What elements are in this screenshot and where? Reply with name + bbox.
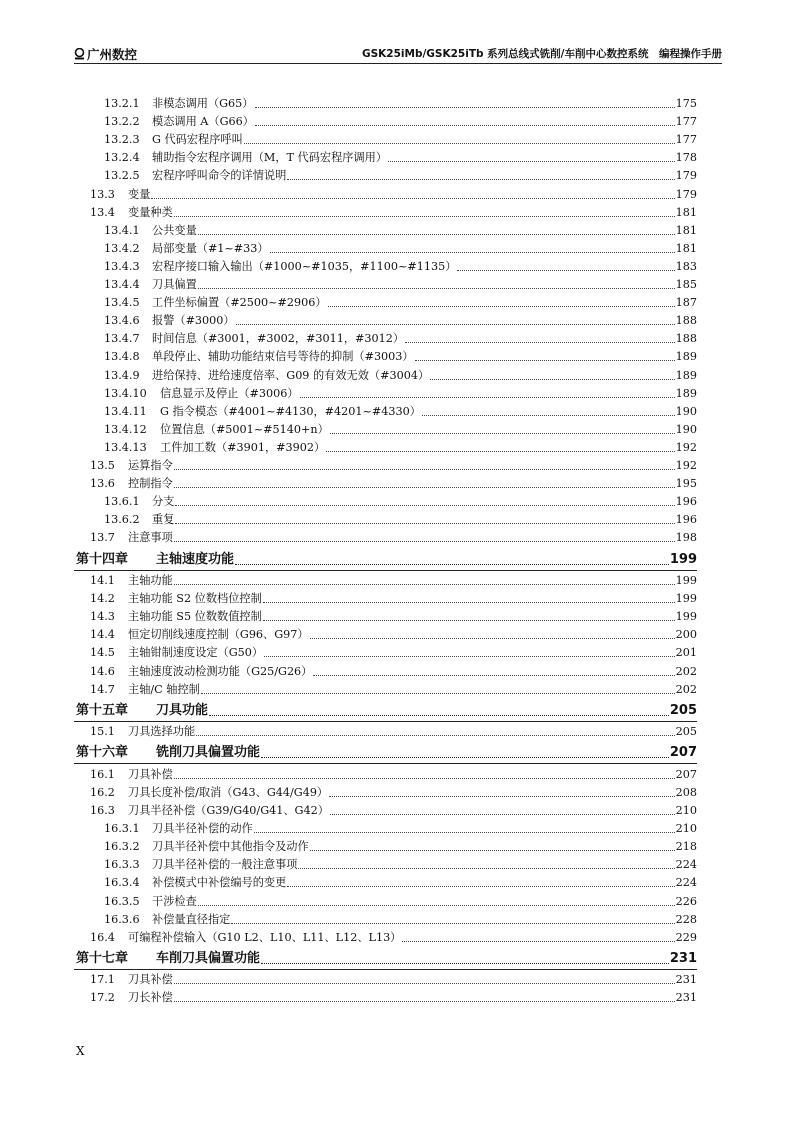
toc-entry[interactable] [0,95,793,113]
toc-entry[interactable] [0,240,793,258]
page-number: X [76,1044,85,1058]
toc-leader-dots [326,451,674,452]
toc-chapter-entry[interactable] [0,948,793,970]
toc-entry-page: 190 [675,421,697,439]
toc-entry-number: 13.6 [90,477,115,491]
toc-entry-title: 分支 [152,493,175,511]
toc-entry-title: 主轴功能 [128,572,174,590]
toc-leader-dots [298,868,674,869]
toc-leader-dots [263,602,675,603]
toc-entry-number: 14.1 [90,574,115,587]
toc-entry-title: 刀具功能 [156,700,209,722]
toc-entry-title: 局部变量（#1~#33） [152,240,270,258]
toc-entry-page: 189 [675,385,697,403]
toc-entry[interactable] [0,929,793,947]
toc-entry-page: 179 [675,186,697,204]
chapter-divider [74,570,697,571]
toc-entry-title: 刀具半径补偿的动作 [152,820,254,838]
toc-entry-page: 199 [675,590,697,608]
chapter-divider [74,969,697,970]
toc-entry-page: 177 [675,131,697,149]
toc-entry[interactable] [0,294,793,312]
toc-entry[interactable] [0,167,793,185]
toc-leader-dots [201,693,675,694]
toc-entry-number: 13.4.6 [104,314,140,328]
toc-entry-title: 宏程序接口输入输出（#1000~#1035，#1100~#1135） [152,258,457,276]
toc-leader-dots [235,564,669,565]
toc-entry-number: 第十五章 [76,702,129,718]
toc-entry-page: 178 [675,149,697,167]
toc-entry[interactable] [0,723,793,741]
toc-leader-dots [430,379,675,380]
toc-entry-page: 207 [675,766,697,784]
toc-entry-page: 200 [675,626,697,644]
toc-chapter-entry[interactable] [0,549,793,571]
toc-entry[interactable] [0,348,793,366]
toc-entry-number: 14.7 [90,682,115,696]
toc-entry-page: 207 [669,742,697,764]
toc-entry-title: 刀具补偿 [128,971,174,989]
toc-entry-number: 13.4.4 [104,278,140,291]
toc-entry[interactable] [0,276,793,294]
toc-entry-page: 190 [675,403,697,421]
toc-entry-title: 位置信息（#5001~#5140+n） [160,421,330,439]
toc-entry-number: 13.4 [90,205,115,219]
toc-entry-number: 16.1 [90,767,115,781]
toc-entry-number: 16.3.6 [104,912,140,926]
toc-entry-number: 第十六章 [76,745,129,761]
toc-entry[interactable] [0,644,793,662]
toc-entry[interactable] [0,590,793,608]
toc-entry[interactable] [0,222,793,240]
toc-entry-page: 199 [675,608,697,626]
toc-entry[interactable] [0,856,793,874]
toc-entry[interactable] [0,874,793,892]
toc-entry-number: 16.3.1 [104,822,140,836]
toc-entry-page: 177 [675,113,697,131]
toc-entry-number: 17.1 [90,973,115,987]
toc-entry[interactable] [0,989,793,1007]
toc-entry-title: 主轴功能 S5 位数数值控制 [128,608,263,626]
toc-entry-page: 192 [675,457,697,475]
toc-entry-page: 181 [675,204,697,222]
toc-entry[interactable] [0,457,793,475]
toc-leader-dots [151,198,674,199]
toc-entry[interactable] [0,113,793,131]
toc-entry-title: 非模态调用（G65） [152,95,255,113]
toc-entry-title: 补偿量直径指定 [152,911,231,929]
toc-chapter-entry[interactable] [0,742,793,764]
toc-entry-number: 14.5 [90,646,115,660]
toc-leader-dots [457,270,674,271]
toc-entry-title: 工件坐标偏置（#2500~#2906） [152,294,328,312]
toc-leader-dots [209,715,669,716]
toc-entry-title: 公共变量 [152,222,198,240]
toc-entry[interactable] [0,893,793,911]
toc-entry-number: 13.2.1 [104,97,140,110]
toc-entry-number: 16.3.5 [104,894,140,908]
toc-entry-number: 14.6 [90,664,115,678]
toc-entry[interactable] [0,572,793,590]
toc-entry[interactable] [0,258,793,276]
toc-entry-number: 13.4.11 [104,404,147,418]
toc-entry-title: 辅助指令宏程序调用（M，T 代码宏程序调用） [152,149,388,167]
toc-leader-dots [261,963,669,964]
toc-entry[interactable] [0,186,793,204]
toc-leader-dots [244,143,675,144]
toc-leader-dots [415,360,675,361]
toc-entry-page: 202 [675,681,697,699]
toc-entry-number: 第十七章 [76,950,129,966]
toc-leader-dots [198,288,675,289]
toc-entry[interactable] [0,312,793,330]
toc-entry-title: 控制指令 [128,475,174,493]
toc-entry-page: 196 [675,511,697,529]
toc-entry-number: 14.2 [90,592,115,606]
toc-entry-page: 181 [675,240,697,258]
toc-entry-title: 报警（#3000） [152,312,236,330]
toc-entry-title: 刀具长度补偿/取消（G43、G44/G49） [128,784,329,802]
toc-entry[interactable] [0,330,793,348]
toc-leader-dots [310,850,675,851]
toc-entry[interactable] [0,784,793,802]
toc-entry-number: 16.3.3 [104,858,140,872]
toc-entry-page: 231 [669,948,697,970]
toc-entry[interactable] [0,403,793,421]
toc-entry-number: 13.4.12 [104,422,147,436]
toc-entry-number: 14.3 [90,610,115,624]
toc-entry-page: 188 [675,330,697,348]
toc-entry-page: 224 [675,874,697,892]
toc-entry[interactable] [0,367,793,385]
toc-entry-page: 199 [675,572,697,590]
toc-leader-dots [328,306,675,307]
toc-entry-page: 198 [675,529,697,547]
toc-leader-dots [263,620,675,621]
toc-leader-dots [388,161,675,162]
toc-entry[interactable] [0,421,793,439]
toc-leader-dots [402,941,674,942]
toc-entry-title: 宏程序呼叫命令的详情说明 [152,167,287,185]
toc-leader-dots [196,735,675,736]
toc-entry-page: 181 [675,222,697,240]
toc-entry-number: 13.2.2 [104,115,140,129]
toc-entry[interactable] [0,511,793,529]
toc-entry-title: 刀具补偿 [128,766,174,784]
header-divider [74,63,722,64]
toc-entry-page: 199 [669,549,697,571]
toc-entry-title: 时间信息（#3001，#3002，#3011，#3012） [152,330,405,348]
toc-leader-dots [330,433,675,434]
toc-entry[interactable] [0,766,793,784]
toc-entry-page: 228 [675,911,697,929]
toc-entry-page: 218 [675,838,697,856]
toc-entry-title: 刀具半径补偿（G39/G40/G41、G42） [128,802,330,820]
toc-entry-page: 231 [675,971,697,989]
toc-entry-title: 变量 [128,186,151,204]
toc-entry[interactable] [0,663,793,681]
toc-entry-page: 185 [675,276,697,294]
toc-entry-page: 189 [675,367,697,385]
toc-leader-dots [313,675,674,676]
toc-entry-number: 13.2.5 [104,169,140,183]
toc-entry-number: 13.6.1 [104,495,140,509]
toc-leader-dots [174,778,675,779]
toc-leader-dots [174,983,675,984]
toc-entry[interactable] [0,838,793,856]
toc-entry-number: 17.2 [90,991,115,1005]
logo-icon [74,48,85,60]
toc-entry-title: G 代码宏程序呼叫 [152,131,244,149]
toc-entry-title: 注意事项 [128,529,174,547]
toc-entry-number: 13.6.2 [104,513,140,527]
toc-entry-number: 13.7 [90,531,115,545]
toc-entry[interactable] [0,204,793,222]
toc-leader-dots [405,342,675,343]
toc-leader-dots [330,814,675,815]
toc-leader-dots [254,832,675,833]
chapter-divider [74,763,697,764]
toc-leader-dots [174,1001,675,1002]
toc-entry[interactable] [0,681,793,699]
toc-leader-dots [198,234,675,235]
toc-entry-title: 主轴钳制速度设定（G50） [128,644,264,662]
toc-entry[interactable] [0,149,793,167]
toc-entry-title: 主轴功能 S2 位数档位控制 [128,590,263,608]
toc-entry-number: 16.3 [90,804,115,817]
company-logo [74,45,137,63]
toc-entry[interactable] [0,493,793,511]
toc-entry-page: 229 [675,929,697,947]
toc-entry-title: 刀具偏置 [152,276,198,294]
toc-entry-title: 主轴速度功能 [156,549,235,571]
toc-entry-page: 189 [675,348,697,366]
toc-leader-dots [264,656,675,657]
toc-entry-title: 工件加工数（#3901，#3902） [160,439,326,457]
toc-leader-dots [329,796,675,797]
toc-entry-number: 13.3 [90,187,115,201]
toc-entry-number: 第十四章 [76,551,129,567]
toc-entry-title: 干涉检查 [152,893,198,911]
toc-entry-number: 13.2.3 [104,133,140,147]
chapter-divider [74,721,697,722]
toc-entry[interactable] [0,911,793,929]
toc-leader-dots [174,541,675,542]
toc-entry[interactable] [0,971,793,989]
toc-entry[interactable] [0,626,793,644]
toc-entry-number: 13.4.2 [104,241,140,255]
toc-leader-dots [422,415,675,416]
toc-entry-number: 13.4.9 [104,368,140,382]
toc-entry-page: 205 [669,700,697,722]
toc-entry-page: 187 [675,294,697,312]
toc-entry-page: 196 [675,493,697,511]
toc-chapter-entry[interactable] [0,700,793,722]
toc-leader-dots [270,252,675,253]
toc-entry-page: 202 [675,663,697,681]
toc-leader-dots [255,107,675,108]
toc-entry-number: 13.4.7 [104,332,140,346]
toc-entry-title: 主轴速度波动检测功能（G25/G26） [128,663,313,681]
toc-entry-page: 201 [675,644,697,662]
toc-entry-title: 铣削刀具偏置功能 [156,742,261,764]
toc-entry[interactable] [0,820,793,838]
toc-entry-page: 224 [675,856,697,874]
toc-entry[interactable] [0,802,793,820]
toc-leader-dots [261,757,669,758]
toc-entry[interactable] [0,131,793,149]
toc-entry-title: 可编程补偿输入（G10 L2、L10、L11、L12、L13） [128,929,402,947]
toc-entry-number: 16.4 [90,930,115,944]
toc-leader-dots [287,886,674,887]
toc-entry-page: 210 [675,802,697,820]
toc-entry-title: 单段停止、辅助功能结束信号等待的抑制（#3003） [152,348,415,366]
toc-entry-page: 175 [675,95,697,113]
toc-entry-title: 恒定切削线速度控制（G96、G97） [128,626,310,644]
toc-entry[interactable] [0,608,793,626]
toc-entry-page: 192 [675,439,697,457]
toc-entry-page: 231 [675,989,697,1007]
toc-entry-number: 13.4.10 [104,386,147,400]
toc-entry-page: 205 [675,723,697,741]
toc-leader-dots [300,397,675,398]
toc-entry-title: G 指令模态（#4001~#4130，#4201~#4330） [160,403,422,421]
toc-entry[interactable] [0,529,793,547]
toc-leader-dots [174,584,675,585]
toc-entry-page: 226 [675,893,697,911]
toc-entry-page: 208 [675,784,697,802]
toc-entry-page: 179 [675,167,697,185]
toc-entry-title: 变量种类 [128,204,174,222]
toc-entry-number: 13.2.4 [104,151,140,165]
toc-entry-number: 14.4 [90,628,115,642]
toc-entry-title: 刀长补偿 [128,989,174,1007]
toc-entry-page: 188 [675,312,697,330]
toc-entry-title: 刀具半径补偿中其他指令及动作 [152,838,310,856]
toc-entry-title: 信息显示及停止（#3006） [160,385,300,403]
toc-entry-title: 重复 [152,511,175,529]
toc-leader-dots [174,469,675,470]
logo-text: 广州数控 [87,47,138,62]
toc-entry-number: 16.3.4 [104,876,140,890]
toc-entry-number: 15.1 [90,725,115,739]
toc-leader-dots [198,905,675,906]
toc-leader-dots [175,505,674,506]
toc-entry-title: 车削刀具偏置功能 [156,948,261,970]
toc-leader-dots [231,923,674,924]
toc-entry-number: 13.4.13 [104,440,147,454]
toc-entry-title: 刀具半径补偿的一般注意事项 [152,856,298,874]
toc-entry-title: 运算指令 [128,457,174,475]
document-title: GSK25iMb/GSK25iTb 系列总线式铣削/车削中心数控系统 编程操作手册 [361,48,722,60]
toc-entry-number: 13.4.1 [104,223,140,237]
toc-entry-title: 进给保持、进给速度倍率、G09 的有效无效（#3004） [152,367,430,385]
toc-entry-page: 210 [675,820,697,838]
toc-leader-dots [255,125,675,126]
toc-leader-dots [287,179,674,180]
toc-entry-title: 主轴/C 轴控制 [128,681,201,699]
toc-entry-number: 13.4.3 [104,259,140,273]
toc-entry-number: 13.4.5 [104,296,140,310]
page-header [74,43,722,65]
toc-entry-title: 补偿模式中补偿编号的变更 [152,874,287,892]
toc-entry[interactable] [0,475,793,493]
toc-entry[interactable] [0,385,793,403]
toc-entry-number: 13.4.8 [104,350,140,364]
toc-entry-number: 16.2 [90,785,115,799]
toc-leader-dots [174,487,675,488]
toc-leader-dots [310,638,675,639]
toc-entry-number: 16.3.2 [104,840,140,854]
toc-entry-number: 13.5 [90,459,115,472]
toc-entry-page: 183 [675,258,697,276]
toc-entry-title: 刀具选择功能 [128,723,196,741]
toc-leader-dots [175,523,674,524]
toc-leader-dots [236,324,675,325]
toc-entry[interactable] [0,439,793,457]
toc-entry-title: 模态调用 A（G66） [152,113,255,131]
toc-entry-page: 195 [675,475,697,493]
toc-leader-dots [174,216,675,217]
